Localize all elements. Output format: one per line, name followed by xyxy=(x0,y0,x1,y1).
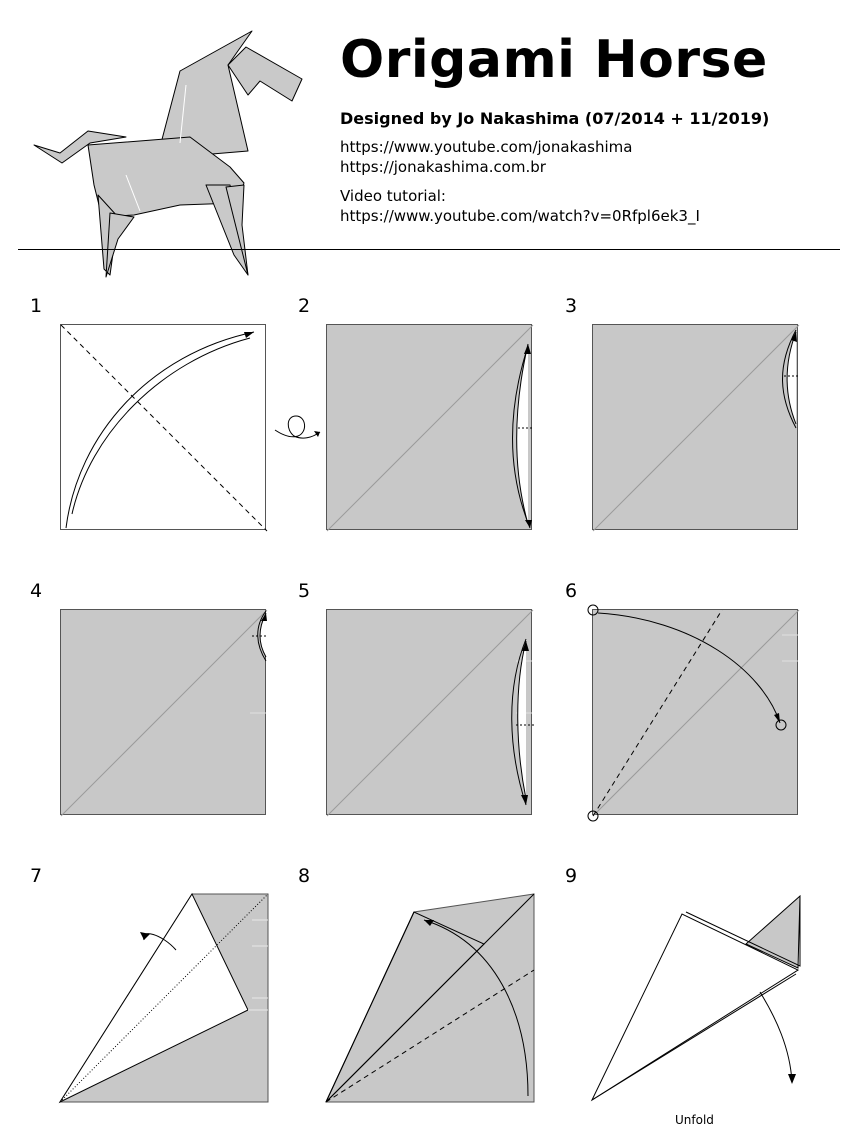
step-number-5: 5 xyxy=(298,580,311,602)
step-9-caption: Unfold xyxy=(675,1113,714,1127)
horse-illustration xyxy=(30,25,310,285)
youtube-channel-link[interactable]: https://www.youtube.com/jonakashima xyxy=(340,138,633,156)
step-1-diagram xyxy=(60,324,266,530)
designer-credit: Designed by Jo Nakashima (07/2014 + 11/2019) xyxy=(340,109,770,128)
reference-point-markers xyxy=(584,601,794,831)
header-divider xyxy=(18,249,840,250)
step-8-diagram xyxy=(324,892,536,1104)
step-number-7: 7 xyxy=(30,865,43,887)
turn-over-icon xyxy=(272,408,324,448)
step-3-diagram xyxy=(592,324,798,530)
step-4-diagram xyxy=(60,609,266,815)
website-link[interactable]: https://jonakashima.com.br xyxy=(340,158,546,176)
step-9-diagram xyxy=(586,888,808,1104)
video-tutorial-label: Video tutorial: xyxy=(340,187,446,205)
step-7-diagram xyxy=(58,892,270,1104)
step-number-1: 1 xyxy=(30,295,43,317)
page-title: Origami Horse xyxy=(340,30,768,90)
step-number-9: 9 xyxy=(565,865,578,887)
step-number-4: 4 xyxy=(30,580,43,602)
step-5-diagram xyxy=(326,609,532,815)
step-number-6: 6 xyxy=(565,580,578,602)
step-number-3: 3 xyxy=(565,295,578,317)
step-number-2: 2 xyxy=(298,295,311,317)
step-number-8: 8 xyxy=(298,865,311,887)
step-2-diagram xyxy=(326,324,532,530)
video-tutorial-link[interactable]: https://www.youtube.com/watch?v=0Rfpl6ek3_I xyxy=(340,207,700,225)
